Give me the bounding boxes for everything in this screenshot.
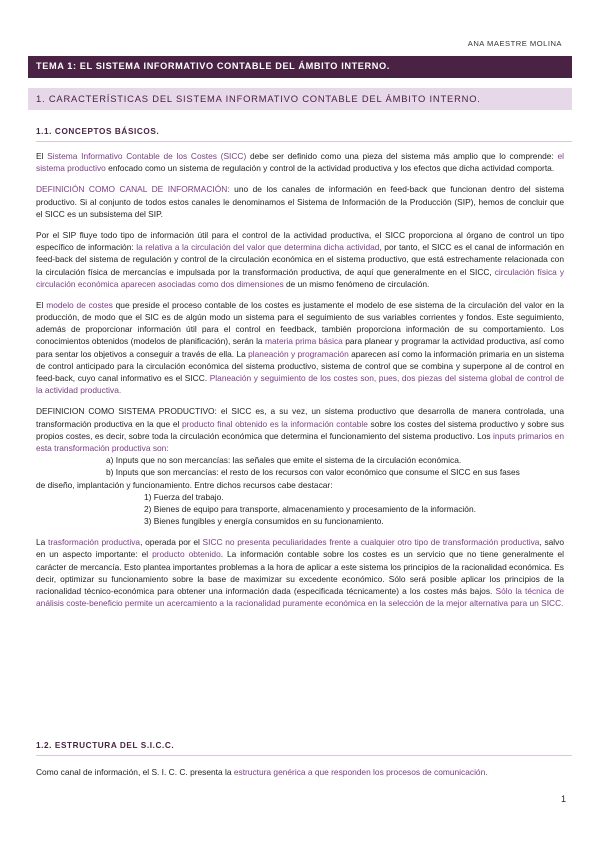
term-productive-system: el sistema productivo	[36, 151, 564, 174]
section-title: 1. CARACTERÍSTICAS DEL SISTEMA INFORMATIVO CONTABLE DEL ÁMBITO INTERNO.	[28, 88, 572, 110]
list-item: 3) Bienes fungibles y energía consumidos en su funcionamiento.	[144, 516, 384, 527]
list-item-continuation: de diseño, implantación y funcionamiento. Entre dichos recursos cabe destacar:	[36, 479, 333, 490]
definition-label-channel: DEFINICIÓN COMO CANAL DE INFORMACIÓN:	[36, 184, 230, 195]
paragraph-7: Como canal de información, el S. I. C. C. presenta la estructura genérica a que responden los procesos de comunicación.	[36, 767, 488, 777]
definition-label-productive: DEFINICION COMO SISTEMA PRODUCTIVO:	[36, 406, 217, 417]
list-item: a) Inputs que no son mercancías: las señales que emite el sistema de la circulación económica.	[106, 455, 462, 466]
paragraph-4: El modelo de costes que preside el proceso contable de los costes es justamente el modelo de ese sistema de la circulación del valor en la producción, de modo que el SIC es de algún modo un sistema para el seguimiento de sus variables corrientes y fondos. Este seguimiento, además de proporcionar información útil para el control en feedback, también proporciona información de su comportamiento. Los conocimientos obtenidos (modelos de planificación), serán la materia prima básica para planear y programar la actividad productiva, así como para sentar los objetivos a conseguir a través de ella. La planeación y programación aparecen así como la información primaria en un sistema de control anticipado para la circulación económica del sistema productivo, sistema de control que se combina y superpone al de control en feed-back, cuyo canal informativo es el SICC. Planeación y seguimiento de los costes son, pues, dos piezas del sistema global de control de la actividad productiva.	[36, 299, 565, 396]
list-item: 2) Bienes de equipo para transporte, almacenamiento y procesamiento de la información.	[144, 503, 476, 514]
paragraph-1: El Sistema Informativo Contable de los Costes (SICC) debe ser definido como una pieza del sistema más amplio que lo comprende: el sistema productivo enfocado como un sistema de regulación y control de la actividad productiva y los efectos que dicha actividad comporta.	[36, 151, 564, 174]
paragraph-6: La trasformación productiva, operada por el SICC no presenta peculiaridades frente a cualquier otro tipo de transformación productiva, salvo en un aspecto importante: el producto obtenido. La información contable sobre los costes es un servicio que no tiene generalmente el carácter de mercancía. Esto plantea importantes problemas a la hora de aplicar a este sistema los principios de la racionalidad económica. Es decir, optimizar su funcionamiento sobre la base de maximizar su excedente económico. Sólo será posible aplicar los principios de la racionalidad técnico-económica para obtener una información dada (especificada técnicamente) a los costes más bajos. Sólo la técnica de análisis coste-beneficio permite un acercamiento a la racionalidad puramente económica en la selección de la mejor alternativa para un SICC.	[36, 537, 565, 609]
paragraph-5: DEFINICION COMO SISTEMA PRODUCTIVO: el SICC es, a su vez, un sistema productivo que desarrolla de manera controlada, una transformación productiva en la que el producto final obtenido es la información contable sobre los costes del sistema productivo y sobre sus propios costes, es decir, sobre toda la circulación económica que determina el funcionamiento del sistema productivo. Los inputs primarios en esta transformación productiva son: a) Inputs que no son mercancías: las señales que emite el sistema de la circulación económica. b) Inputs que son mercancías: el resto de los recursos con valor económico que consume el SICC en sus fases de diseño, implantación y funcionamiento. Entre dichos recursos cabe destacar: 1) Fuerza del trabajo. 2) Bienes de equipo para transporte, almacenamiento y procesamiento de la información. 3) Bienes fungibles y energía consumidos en su funcionamiento.	[36, 406, 564, 527]
author-name: ANA MAESTRE MOLINA	[467, 39, 562, 48]
term-sicc: Sistema Informativo Contable de los Costes (SICC)	[47, 151, 247, 161]
paragraph-2: DEFINICIÓN COMO CANAL DE INFORMACIÓN: uno de los canales de información en feed-back que funcionan dentro del sistema productivo. Si al conjunto de todos estos canales le denominamos el Sistema de Información de la Producción (SIP), hemos de concluir que el SICC es un subsistema del SIP.	[36, 184, 564, 219]
list-item: 1) Fuerza del trabajo.	[144, 491, 224, 502]
subsection-heading-2: 1.2. ESTRUCTURA DEL S.I.C.C.	[36, 740, 572, 756]
paragraph-3: Por el SIP fluye todo tipo de información útil para el control de la actividad productiva, el SICC proporciona al órgano de control un tipo específico de información: la relativa a la circulación del valor que determina dicha actividad, por tanto, el SICC es el canal de información en feed-back del sistema de regulación y control de la circulación económica en el sistema productivo, que está estrechamente relacionada con la circulación física de mercancías e impulsada por la transformación productiva, de aquí que generalmente en el SICC, circulación física y circulación económica aparecen asociadas como dos dimensiones de un mismo fenómeno de circulación.	[36, 229, 565, 289]
document-body-2	[36, 766, 564, 787]
page-number: 1	[560, 793, 566, 804]
topic-title: TEMA 1: EL SISTEMA INFORMATIVO CONTABLE DEL ÁMBITO INTERNO.	[28, 56, 572, 78]
document-body	[36, 150, 564, 618]
subsection-heading-1: 1.1. CONCEPTOS BÁSICOS.	[36, 126, 572, 142]
list-item: b) Inputs que son mercancías: el resto de los recursos con valor económico que consume el SICC en sus fases	[106, 467, 520, 478]
